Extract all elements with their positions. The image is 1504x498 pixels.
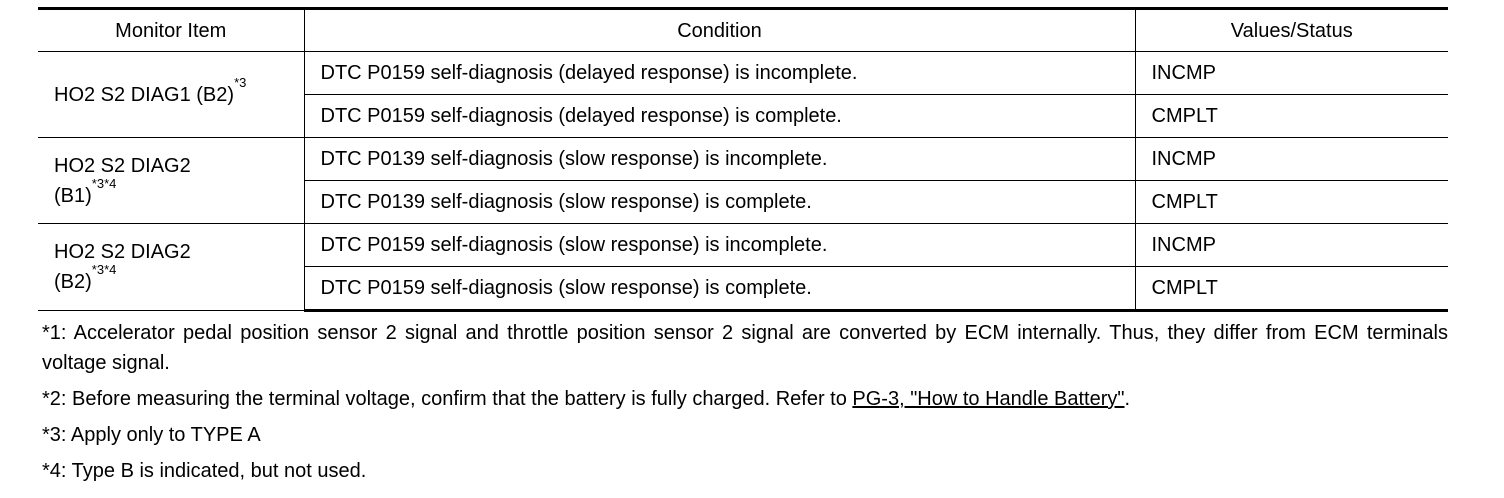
monitor-item-cell: [38, 224, 304, 311]
battery-handling-link[interactable]: PG-3, "How to Handle Battery": [852, 388, 1125, 410]
table-body: [38, 52, 1448, 311]
footnote-2: [42, 384, 1448, 414]
condition-cell: DTC P0139 self-diagnosis (slow response) is complete.: [304, 181, 1135, 224]
footnote-ref: *3*4: [91, 175, 117, 191]
condition-cell: DTC P0159 self-diagnosis (delayed response) is complete.: [304, 95, 1135, 138]
footnote-3: *3: Apply only to TYPE A: [42, 424, 261, 446]
footnote-4: *4: Type B is indicated, but not used.: [42, 460, 367, 482]
footnote-ref: *3: [234, 74, 247, 90]
header-row: [38, 9, 1448, 52]
condition-cell: DTC P0159 self-diagnosis (delayed response) is incomplete.: [304, 52, 1135, 95]
table-row: [38, 224, 1448, 267]
monitor-item-bank: (B2): [54, 271, 92, 293]
status-cell: CMPLT: [1135, 181, 1448, 224]
monitor-item-cell: [38, 138, 304, 224]
status-cell: CMPLT: [1135, 267, 1448, 311]
table-row: [38, 52, 1448, 95]
table-header: [38, 9, 1448, 52]
monitor-item-name: HO2 S2 DIAG1 (B2): [54, 83, 235, 106]
condition-cell: DTC P0159 self-diagnosis (slow response) is incomplete.: [304, 224, 1135, 267]
condition-cell: DTC P0139 self-diagnosis (slow response) is incomplete.: [304, 138, 1135, 181]
header-monitor-item: Monitor Item: [38, 9, 304, 52]
status-cell: CMPLT: [1135, 95, 1448, 138]
document-page: [38, 7, 1448, 492]
footnote-1: *1: Accelerator pedal position sensor 2 signal and throttle position sensor 2 signal are converted by ECM internally. Thus, they differ from ECM terminals voltage signal.: [42, 322, 1448, 374]
footnote-2-end: .: [1124, 388, 1131, 410]
header-condition: Condition: [304, 9, 1135, 52]
status-cell: INCMP: [1135, 138, 1448, 181]
status-cell: INCMP: [1135, 52, 1448, 95]
footnote-2-text: *2: Before measuring the terminal voltage, confirm that the battery is fully charged. Refer to: [42, 388, 853, 410]
condition-cell: DTC P0159 self-diagnosis (slow response) is complete.: [304, 267, 1135, 311]
monitor-item-bank: (B1): [54, 184, 92, 207]
status-cell: INCMP: [1135, 224, 1448, 267]
monitor-table: [38, 7, 1448, 312]
monitor-item-name: HO2 S2 DIAG2: [54, 154, 191, 177]
header-values-status: Values/Status: [1135, 9, 1448, 52]
monitor-item-name: HO2 S2 DIAG2: [54, 241, 191, 263]
footnote-ref: *3*4: [91, 262, 117, 277]
monitor-item-cell: [38, 52, 304, 138]
table-row: [38, 138, 1448, 181]
footnotes: [38, 318, 1448, 486]
